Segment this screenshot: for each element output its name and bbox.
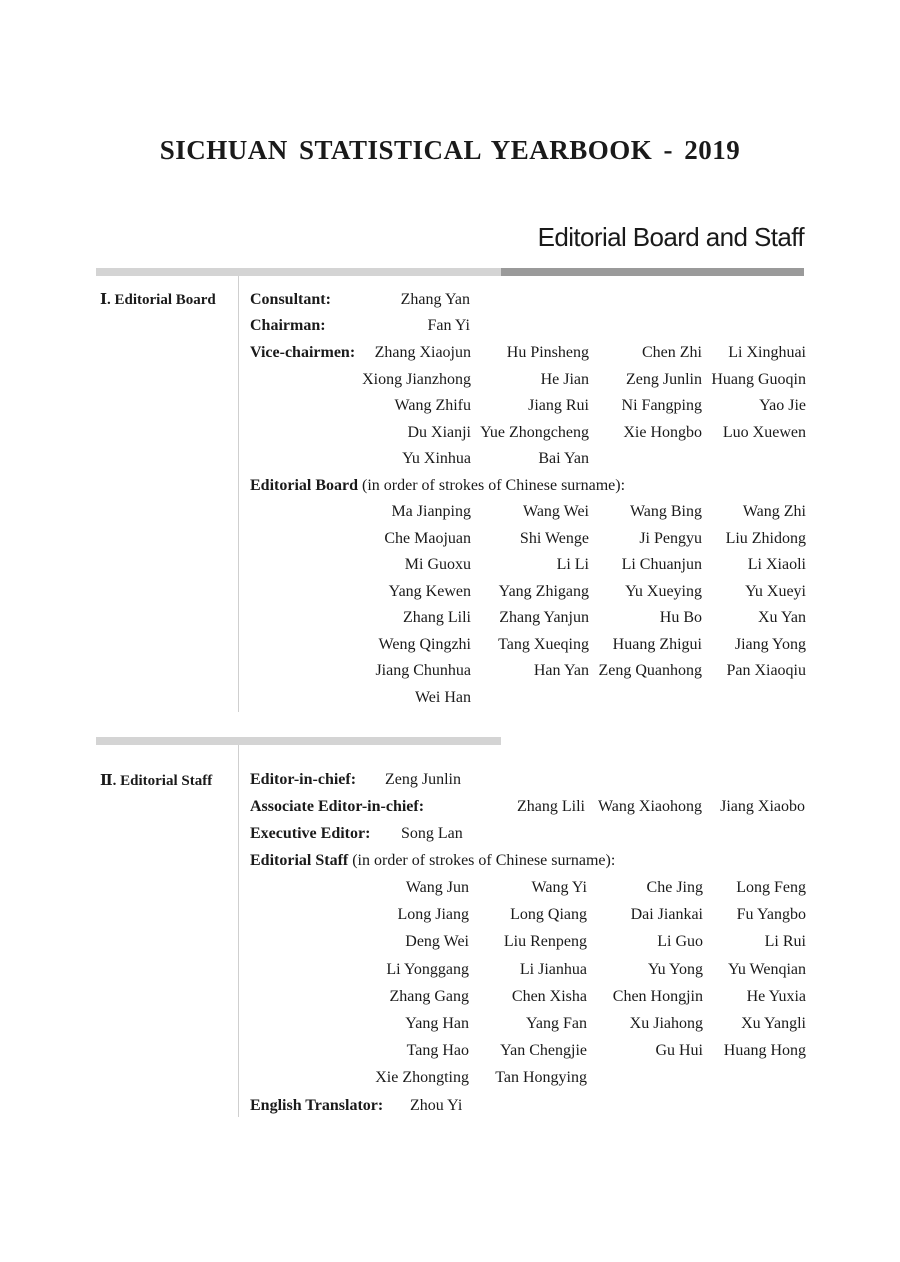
person-name: Hu Pinsheng bbox=[506, 344, 589, 361]
translator-name: Zhou Yi bbox=[410, 1097, 463, 1114]
person-name: Yan Chengjie bbox=[500, 1042, 587, 1060]
person-name: Tang Hao bbox=[406, 1042, 469, 1060]
section-divider-line-2 bbox=[238, 745, 239, 1117]
vice-chairmen-label: Vice-chairmen: bbox=[250, 344, 356, 361]
members-label: Editorial Board bbox=[250, 477, 359, 494]
person-name: Li Rui bbox=[764, 933, 806, 951]
executive-name: Song Lan bbox=[401, 825, 463, 842]
person-name: Wei Han bbox=[414, 688, 471, 706]
person-name: Zeng Junlin bbox=[626, 370, 702, 388]
person-name: Li Guo bbox=[657, 933, 703, 951]
person-name: Zeng Quanhong bbox=[598, 662, 702, 679]
person-name: Yu Xueying bbox=[625, 582, 702, 600]
person-name: Mi Guoxu bbox=[404, 556, 471, 573]
person-name: Huang Hong bbox=[723, 1042, 806, 1060]
section-divider-line bbox=[238, 276, 239, 712]
person-name: Bai Yan bbox=[538, 450, 589, 468]
person-name: Che Maojuan bbox=[384, 529, 471, 547]
person-name: Xu Yangli bbox=[741, 1015, 806, 1032]
person-name: Xu Yan bbox=[757, 609, 806, 626]
person-name: Tang Xueqing bbox=[498, 635, 589, 653]
person-name: Long Jiang bbox=[397, 906, 469, 924]
person-name: Xie Zhongting bbox=[375, 1069, 469, 1087]
section-label-staff: Ⅱ. Editorial Staff bbox=[100, 773, 213, 789]
person-name: Yao Jie bbox=[759, 397, 806, 415]
person-name: Yang Kewen bbox=[388, 582, 471, 600]
person-name: Huang Guoqin bbox=[711, 370, 806, 388]
person-name: Fu Yangbo bbox=[736, 906, 806, 924]
staff-label: Editorial Staff bbox=[250, 852, 349, 869]
person-name: Yue Zhongcheng bbox=[480, 423, 589, 441]
person-name: Wang Yi bbox=[531, 879, 587, 896]
person-name: Ma Jianping bbox=[391, 503, 471, 520]
section-label-board: Ⅰ. Editorial Board bbox=[100, 292, 216, 308]
person-name: Wang Jun bbox=[405, 879, 469, 896]
chief-name: Zeng Junlin bbox=[385, 771, 461, 788]
person-name: Hu Bo bbox=[659, 609, 702, 626]
person-name: Gu Hui bbox=[655, 1042, 703, 1060]
person-name: Chen Hongjin bbox=[612, 987, 703, 1005]
chairman-name: Fan Yi bbox=[427, 317, 470, 334]
person-name: Yu Xinhua bbox=[402, 450, 471, 468]
person-name: Luo Xuewen bbox=[722, 423, 806, 441]
chairman-label: Chairman: bbox=[250, 317, 326, 334]
associate-name: Jiang Xiaobo bbox=[720, 798, 805, 815]
person-name: Li Xinghuai bbox=[728, 344, 806, 361]
person-name: Long Qiang bbox=[510, 906, 587, 924]
person-name: Li Li bbox=[556, 556, 589, 573]
person-name: Yu Yong bbox=[647, 960, 703, 978]
person-name: Xu Jiahong bbox=[629, 1015, 703, 1032]
person-name: Wang Bing bbox=[629, 503, 702, 520]
divider-bar-light bbox=[96, 268, 501, 276]
associate-name: Zhang Lili bbox=[517, 798, 585, 815]
associate-name: Wang Xiaohong bbox=[597, 798, 702, 815]
person-name: Yang Fan bbox=[525, 1015, 587, 1032]
person-name: Weng Qingzhi bbox=[378, 635, 471, 653]
person-name: Zhang Lili bbox=[403, 609, 471, 626]
person-name: He Jian bbox=[540, 370, 589, 388]
person-name: Wang Zhifu bbox=[394, 397, 471, 415]
person-name: Xie Hongbo bbox=[623, 423, 702, 441]
translator-label: English Translator: bbox=[250, 1097, 384, 1114]
person-name: Jiang Chunhua bbox=[375, 662, 471, 679]
person-name: Jiang Yong bbox=[734, 635, 806, 653]
page-subtitle: Editorial Board and Staff bbox=[537, 222, 804, 252]
person-name: Li Xiaoli bbox=[747, 556, 806, 573]
associate-label: Associate Editor-in-chief: bbox=[250, 798, 425, 815]
person-name: Xiong Jianzhong bbox=[362, 370, 471, 388]
staff-heading bbox=[250, 849, 615, 873]
person-name: Huang Zhigui bbox=[612, 635, 702, 653]
person-name: Chen Zhi bbox=[642, 344, 702, 361]
person-name: Zhang Xiaojun bbox=[374, 344, 471, 361]
person-name: Ni Fangping bbox=[621, 397, 702, 415]
person-name: Yang Han bbox=[405, 1015, 469, 1032]
person-name: Li Jianhua bbox=[519, 960, 587, 978]
person-name: Du Xianji bbox=[407, 423, 471, 441]
person-name: Che Jing bbox=[646, 879, 703, 896]
person-name: Wang Wei bbox=[523, 503, 589, 520]
person-name: Ji Pengyu bbox=[639, 529, 702, 547]
consultant-label: Consultant: bbox=[250, 291, 331, 308]
person-name: Liu Renpeng bbox=[503, 933, 587, 951]
person-name: Zhang Yanjun bbox=[499, 609, 589, 626]
person-name: Tan Hongying bbox=[495, 1069, 587, 1087]
divider-bar-section-2 bbox=[96, 737, 501, 745]
divider-bar-dark bbox=[501, 268, 804, 276]
person-name: Li Chuanjun bbox=[621, 556, 702, 573]
person-name: Liu Zhidong bbox=[725, 529, 806, 547]
staff-note: (in order of strokes of Chinese surname): bbox=[352, 852, 616, 869]
person-name: Pan Xiaoqiu bbox=[726, 662, 806, 679]
consultant-name: Zhang Yan bbox=[400, 291, 470, 308]
person-name: Chen Xisha bbox=[511, 987, 587, 1005]
person-name: Yu Xueyi bbox=[745, 582, 806, 600]
members-note: (in order of strokes of Chinese surname): bbox=[362, 477, 626, 494]
chief-label: Editor-in-chief: bbox=[250, 771, 357, 788]
person-name: Shi Wenge bbox=[519, 529, 589, 547]
person-name: Dai Jiankai bbox=[630, 906, 703, 924]
person-name: Wang Zhi bbox=[742, 503, 806, 520]
person-name: Long Feng bbox=[736, 879, 806, 896]
person-name: Yu Wenqian bbox=[728, 960, 806, 978]
person-name: He Yuxia bbox=[746, 987, 806, 1005]
executive-label: Executive Editor: bbox=[250, 825, 371, 842]
person-name: Yang Zhigang bbox=[498, 582, 589, 600]
members-heading bbox=[250, 474, 625, 498]
person-name: Li Yonggang bbox=[386, 960, 469, 978]
person-name: Han Yan bbox=[533, 662, 589, 679]
person-name: Jiang Rui bbox=[528, 397, 589, 415]
person-name: Zhang Gang bbox=[389, 987, 469, 1005]
person-name: Deng Wei bbox=[405, 933, 469, 951]
page-title: SICHUAN STATISTICAL YEARBOOK - 2019 bbox=[159, 135, 741, 165]
